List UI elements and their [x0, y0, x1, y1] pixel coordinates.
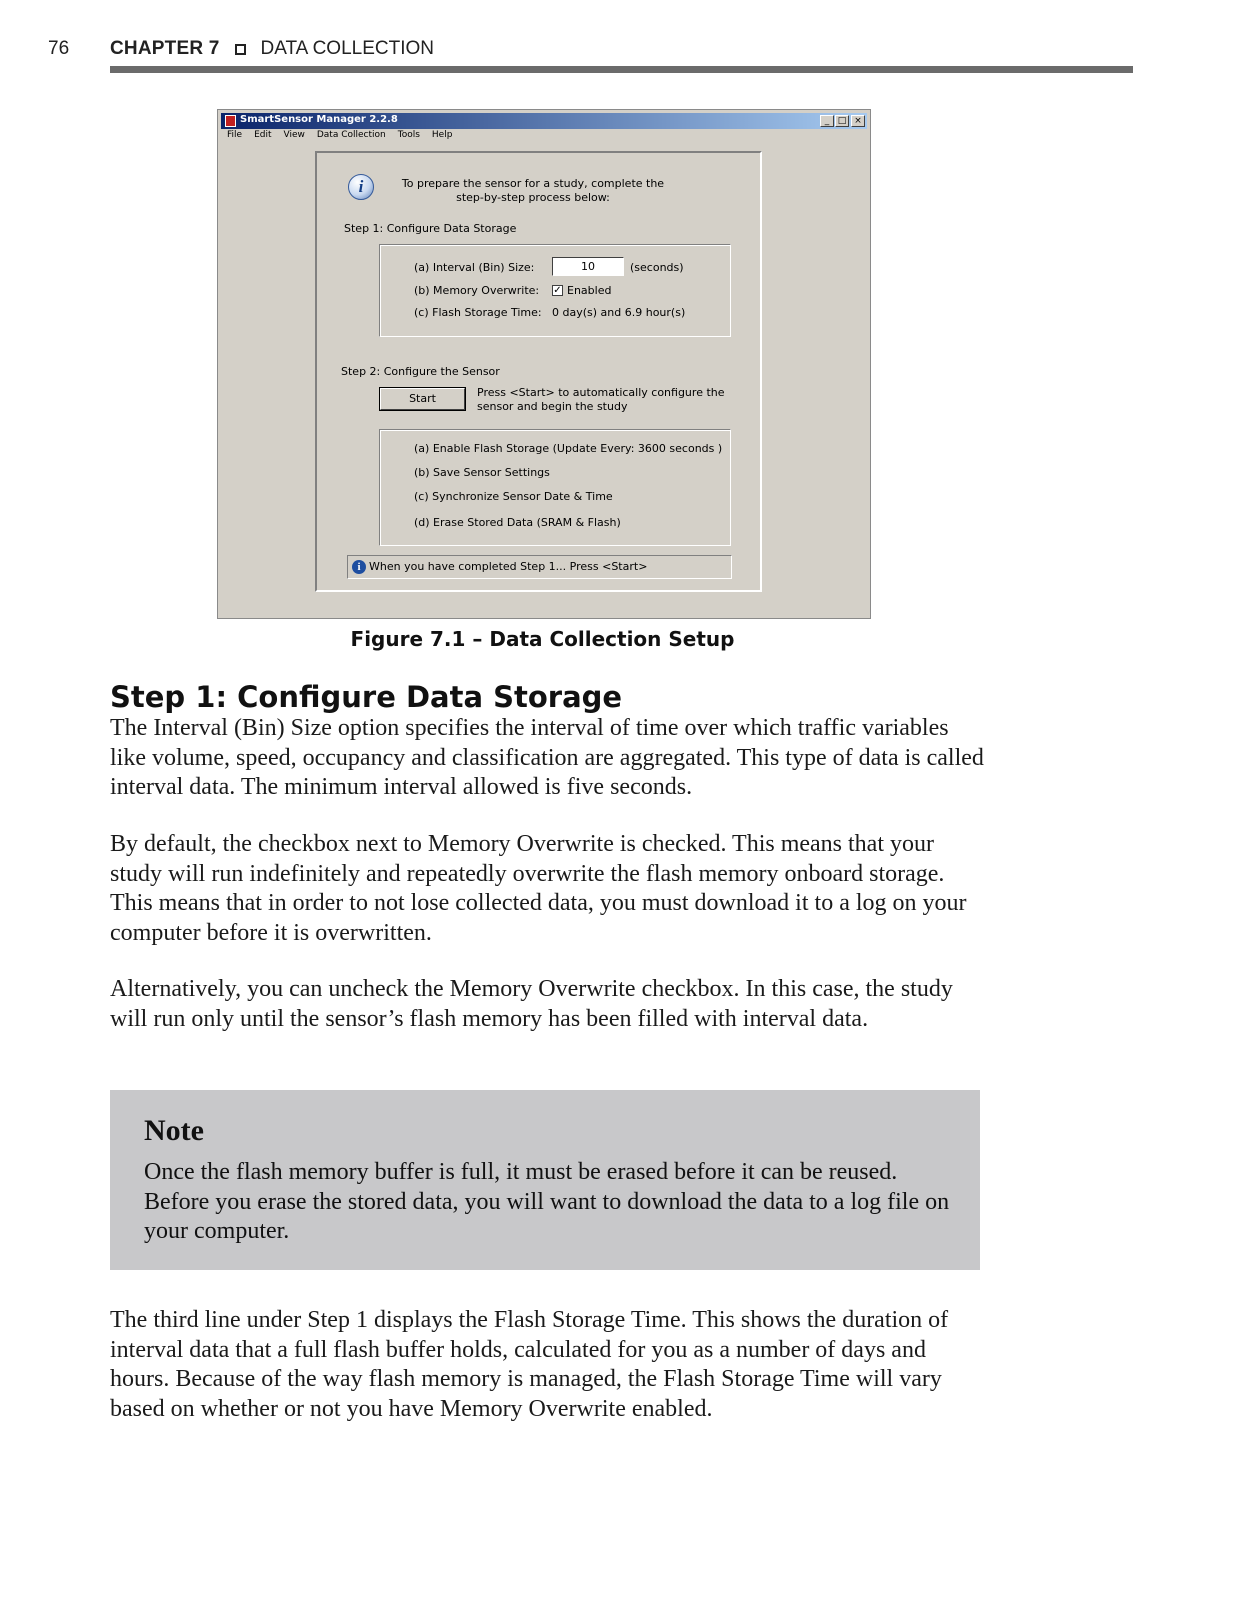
action-item: (b) Save Sensor Settings [414, 466, 550, 479]
minimize-button[interactable]: _ [820, 115, 834, 127]
figure-caption: Figure 7.1 – Data Collection Setup [350, 627, 735, 651]
paragraph: The Interval (Bin) Size option specifies the interval of time over which traffic variables like volume, speed, occupancy and classification are aggregated. This type of data is called interval data. The minimum interval allowed is five seconds. [110, 715, 984, 800]
header-rule [110, 66, 1133, 73]
window-title: SmartSensor Manager 2.2.8 [240, 114, 398, 125]
app-window-screenshot [217, 109, 871, 619]
step2-title: Step 2: Configure the Sensor [341, 365, 500, 378]
interval-input[interactable]: 10 [552, 257, 624, 276]
flash-time-value: 0 day(s) and 6.9 hour(s) [552, 306, 686, 319]
overwrite-value: Enabled [567, 284, 612, 297]
interval-unit: (seconds) [630, 261, 684, 274]
paragraph: By default, the checkbox next to Memory Overwrite is checked. This means that your study will run indefinitely and repeatedly overwrite the flash memory onboard storage. This means that in order to not lose collected data, you must download it to a log on your computer before it is overwritten. [110, 831, 967, 946]
section-label: DATA COLLECTION [260, 38, 434, 59]
step1-title: Step 1: Configure Data Storage [344, 222, 517, 235]
menu-help[interactable]: Help [431, 130, 453, 140]
interval-label: (a) Interval (Bin) Size: [414, 261, 535, 274]
status-text: When you have completed Step 1... Press <Start> [369, 560, 648, 573]
square-separator-icon [235, 44, 246, 55]
action-item: (d) Erase Stored Data (SRAM & Flash) [414, 516, 621, 529]
flash-time-label: (c) Flash Storage Time: [414, 306, 542, 319]
note-body: Once the flash memory buffer is full, it must be erased before it can be reused. Before you erase the stored data, you will want to download the data to a log file on your computer. [144, 1159, 950, 1244]
overwrite-label: (b) Memory Overwrite: [414, 284, 540, 297]
app-icon [225, 115, 236, 127]
info-small-icon: i [352, 560, 366, 574]
running-header [110, 38, 434, 60]
menu-tools[interactable]: Tools [397, 130, 420, 140]
menu-view[interactable]: View [283, 130, 305, 140]
note-title: Note [144, 1114, 204, 1147]
status-bar [347, 555, 732, 579]
intro-text-line1: To prepare the sensor for a study, complete the [401, 177, 665, 190]
page-number: 76 [48, 38, 70, 59]
action-item: (c) Synchronize Sensor Date & Time [414, 490, 613, 503]
start-description-line2: sensor and begin the study [477, 400, 628, 413]
action-item: (a) Enable Flash Storage (Update Every: 3600 seconds ) [414, 442, 723, 455]
start-description-line1: Press <Start> to automatically configure the [477, 386, 725, 399]
menu-edit[interactable]: Edit [254, 130, 272, 140]
menu-data-collection[interactable]: Data Collection [316, 130, 386, 140]
menu-file[interactable]: File [227, 130, 243, 140]
chapter-label: CHAPTER 7 [110, 38, 220, 59]
title-bar [221, 113, 867, 129]
paragraph: The third line under Step 1 displays the Flash Storage Time. This shows the duration of interval data that a full flash buffer holds, calculated for you as a number of days and hours. Because of the way flash memory is managed, the Flash Storage Time will vary based on whether or not you have Memory Overwrite enabled. [110, 1307, 949, 1422]
close-button[interactable]: × [851, 115, 865, 127]
memory-overwrite-checkbox[interactable]: ✓ [553, 285, 562, 296]
maximize-button[interactable]: □ [835, 115, 849, 127]
info-icon: i [348, 174, 374, 200]
intro-text-line2: step-by-step process below: [456, 191, 610, 204]
section-heading: Step 1: Configure Data Storage [110, 680, 623, 714]
paragraph: Alternatively, you can uncheck the Memory Overwrite checkbox. In this case, the study will run only until the sensor’s flash memory has been filled with interval data. [110, 976, 953, 1032]
menu-bar [221, 130, 458, 144]
start-button[interactable]: Start [380, 388, 465, 410]
